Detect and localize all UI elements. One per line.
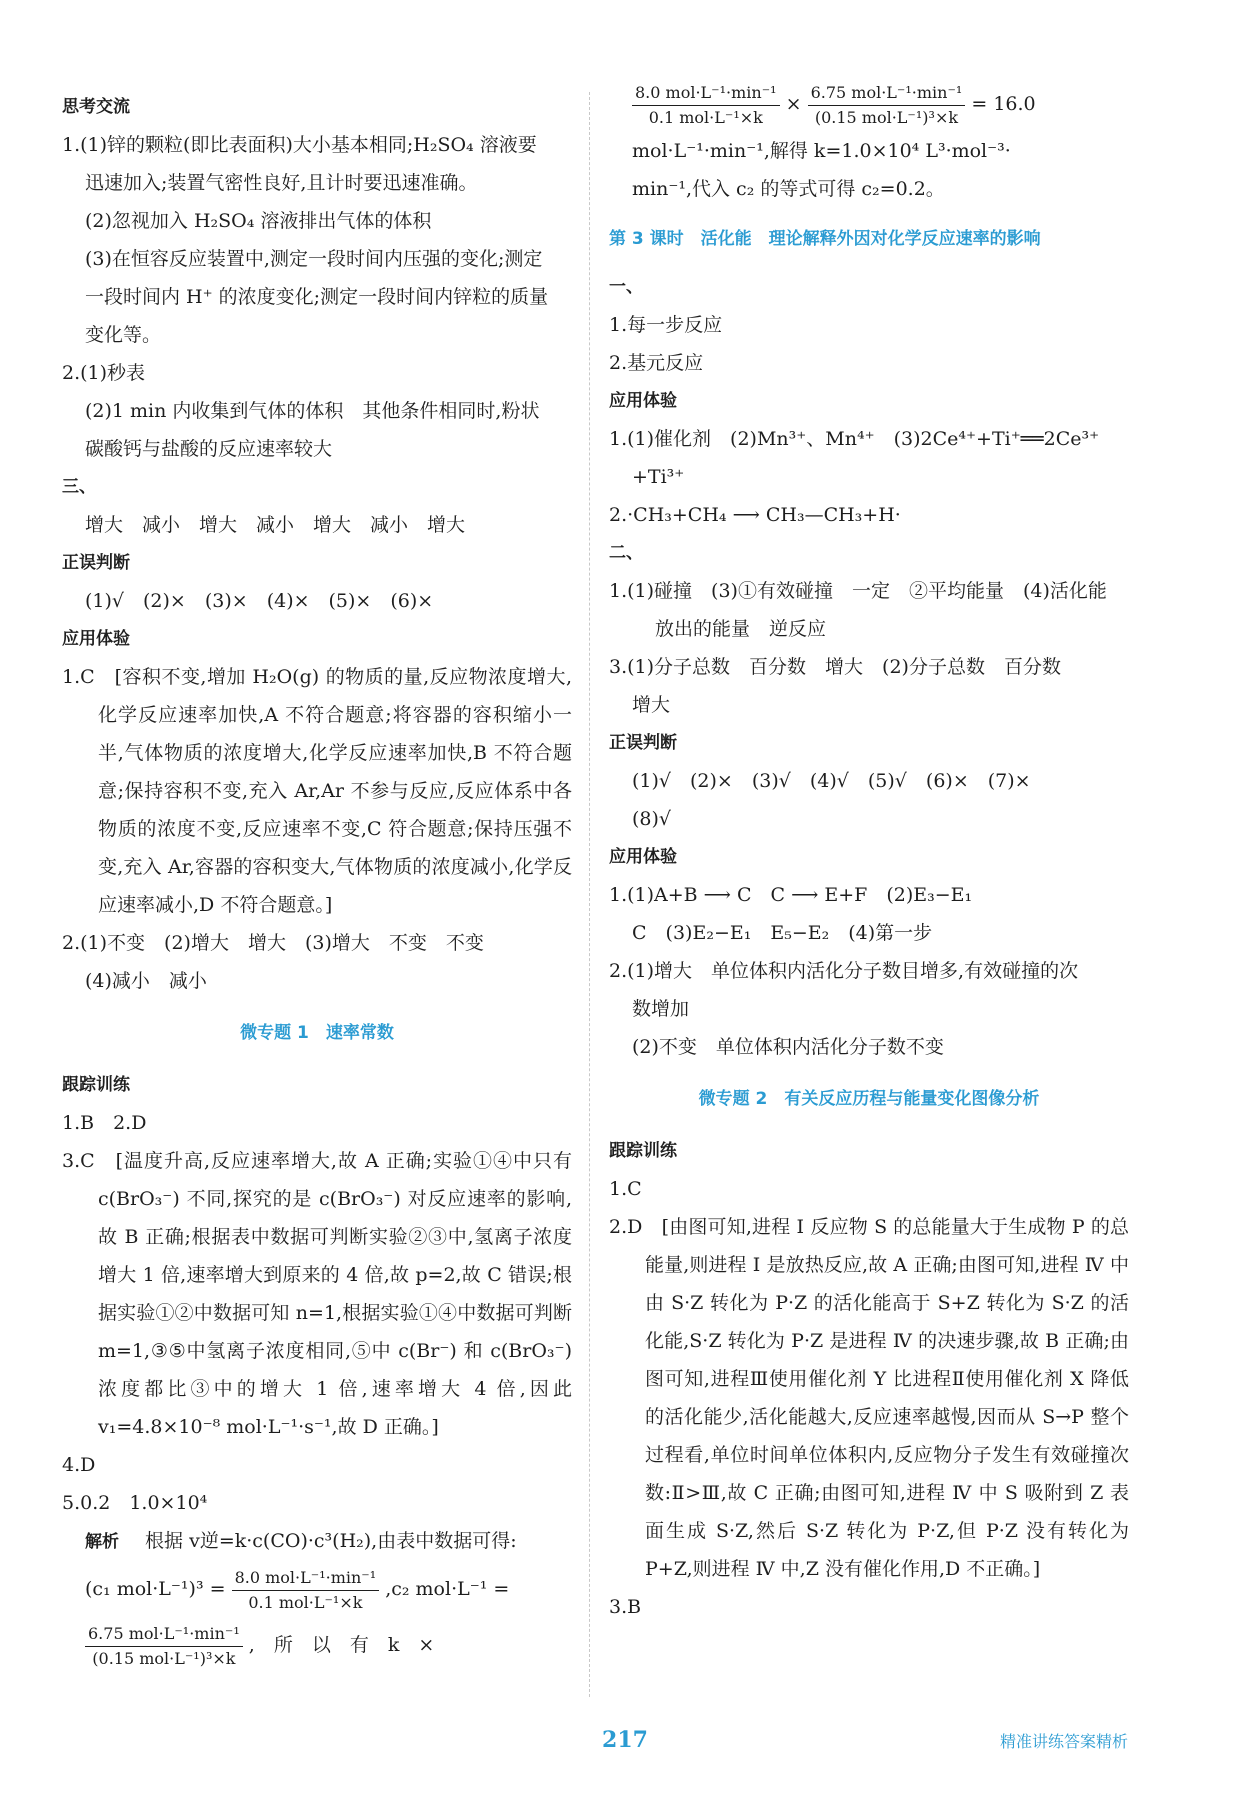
answer-line: 放出的能量 逆反应 [655, 618, 827, 640]
answer-line: (3)在恒容反应装置中,测定一段时间内压强的变化;测定 [85, 248, 543, 270]
heading-zhengwu-panduan: 正误判断 [609, 733, 677, 753]
topic-heading-1: 微专题 1 速率常数 [240, 1023, 394, 1043]
page-number: 217 [602, 1727, 648, 1753]
answer-line: 3.B [609, 1596, 642, 1618]
right-column [609, 82, 1129, 1626]
fraction-numerator: 6.75 mol·L⁻¹·min⁻¹ [85, 1622, 243, 1647]
fraction-numerator: 8.0 mol·L⁻¹·min⁻¹ [232, 1566, 380, 1591]
left-column [62, 88, 572, 1673]
formula-row [609, 76, 1129, 132]
analysis-text: 根据 v逆=k·c(CO)·c³(H₂),由表中数据可得: [145, 1530, 517, 1552]
answer-line: 数增加 [632, 998, 690, 1020]
answer-line: (1)√ (2)× (3)× (4)× (5)× (6)× [85, 590, 434, 612]
footer-caption: 精准讲练答案精析 [999, 1732, 1128, 1751]
formula-suffix: ,c₂ mol·L⁻¹ = [385, 1578, 510, 1600]
answer-line: 5.0.2 1.0×10⁴ [62, 1492, 208, 1514]
answer-line: 3.(1)分子总数 百分数 增大 (2)分子总数 百分数 [609, 656, 1061, 678]
answer-line: 1.(1)催化剂 (2)Mn³⁺、Mn⁴⁺ (3)2Ce⁴⁺+Ti⁺══2Ce³⁺ [609, 428, 1100, 450]
answer-line: (4)减小 减小 [85, 970, 207, 992]
column-divider [589, 92, 590, 1697]
fraction-denominator: (0.15 mol·L⁻¹)³×k [92, 1648, 236, 1668]
formula-suffix: = 16.0 [971, 93, 1036, 115]
answer-line: 2.(1)不变 (2)增大 增大 (3)增大 不变 不变 [62, 932, 484, 954]
heading-sikao-jiaoliu: 思考交流 [62, 97, 130, 117]
answer-line: 1.(1)A+B ⟶ C C ⟶ E+F (2)E₃−E₁ [609, 884, 973, 906]
answer-line: 增大 [632, 694, 671, 716]
answer-line: 1.C [609, 1178, 642, 1200]
answer-line: +Ti³⁺ [632, 466, 685, 488]
section-number-san: 三、 [62, 477, 96, 497]
heading-yingyong-tiyan: 应用体验 [609, 391, 677, 411]
lesson-heading: 第 3 课时 活化能 理论解释外因对化学反应速率的影响 [609, 229, 1041, 249]
fraction-numerator: 6.75 mol·L⁻¹·min⁻¹ [808, 81, 966, 106]
answer-line: (1)√ (2)× (3)√ (4)√ (5)√ (6)× (7)× [632, 770, 1031, 792]
heading-zhengwu-panduan: 正误判断 [62, 553, 130, 573]
answer-paragraph: 3.C [温度升高,反应速率增大,故 A 正确;实验①④中只有 c(BrO₃⁻) 不同,探究的是 c(BrO₃⁻) 对反应速率的影响,故 B 正确;根据表中数据可判断实验②③中,氢离子浓度增大 1 倍,速率增大到原来的 4 倍,故 p=2,故 C 错误;根据实验①②中数据可知 n=1,根据实验①④中数据可判断 m=1,③⑤中氢离子浓度相同,⑤中 c(Br⁻) 和 c(BrO₃⁻) 浓度都比③中的增大 1 倍,速率增大 4 倍,因此 v₁=4.8×10⁻⁸ mol·L⁻¹·s⁻¹,故 D 正确。] [62, 1150, 572, 1438]
answer-line: (8)√ [632, 808, 672, 830]
answer-line: 迅速加入;装置气密性良好,且计时要迅速准确。 [85, 172, 478, 194]
formula-row [62, 1617, 572, 1673]
answer-line: (2)1 min 内收集到气体的体积 其他条件相同时,粉状 [85, 400, 540, 422]
answer-line: 1.B 2.D [62, 1112, 147, 1134]
answer-line: 一段时间内 H⁺ 的浓度变化;测定一段时间内锌粒的质量 [85, 286, 549, 308]
fraction-denominator: 0.1 mol·L⁻¹×k [648, 107, 763, 127]
fraction [632, 81, 780, 130]
formula-prefix: (c₁ mol·L⁻¹)³ = [85, 1578, 226, 1600]
answer-line: 2.(1)秒表 [62, 362, 146, 384]
answer-line: (2)忽视加入 H₂SO₄ 溶液排出气体的体积 [85, 210, 432, 232]
formula-suffix: , 所 以 有 k × [248, 1634, 435, 1656]
answer-line: 2.·CH₃+CH₄ ⟶ CH₃—CH₃+H· [609, 504, 901, 526]
answer-line: 变化等。 [85, 324, 162, 346]
heading-genzong-xunlian: 跟踪训练 [62, 1075, 130, 1095]
fraction [808, 81, 966, 130]
fraction-denominator: 0.1 mol·L⁻¹×k [248, 1592, 363, 1612]
answer-line: 2.(1)增大 单位体积内活化分子数目增多,有效碰撞的次 [609, 960, 1079, 982]
answer-line: 2.基元反应 [609, 352, 704, 374]
answer-line: 1.(1)碰撞 (3)①有效碰撞 一定 ②平均能量 (4)活化能 [609, 580, 1107, 602]
multiply-sign: × [785, 93, 802, 115]
answer-line: 增大 减小 增大 减小 增大 减小 增大 [85, 514, 466, 536]
answer-paragraph: 1.C [容积不变,增加 H₂O(g) 的物质的量,反应物浓度增大,化学反应速率加快,A 不符合题意;将容器的容积缩小一半,气体物质的浓度增大,化学反应速率加快,B 不符合题意;保持容积不变,充入 Ar,Ar 不参与反应,反应体系中各物质的浓度不变,反应速率不变,C 符合题意;保持压强不变,充入 Ar,容器的容积变大,气体物质的浓度减小,化学反应速率减小,D 不符合题意。] [62, 666, 572, 916]
section-number-er: 二、 [609, 543, 643, 563]
answer-line: 1.(1)锌的颗粒(即比表面积)大小基本相同;H₂SO₄ 溶液要 [62, 134, 537, 156]
fraction-denominator: (0.15 mol·L⁻¹)³×k [814, 107, 959, 127]
answer-line: mol·L⁻¹·min⁻¹,解得 k=1.0×10⁴ L³·mol⁻³· [632, 140, 1011, 162]
answer-line: min⁻¹,代入 c₂ 的等式可得 c₂=0.2。 [632, 178, 945, 200]
answer-paragraph: 2.D [由图可知,进程 Ⅰ 反应物 S 的总能量大于生成物 P 的总能量,则进程 Ⅰ 是放热反应,故 A 正确;由图可知,进程 Ⅳ 中由 S·Z 转化为 P·Z 的活化能高于 S+Z 转化为 S·Z 的活化能,S·Z 转化为 P·Z 是进程 Ⅳ 的决速步骤,故 B 正确;由图可知,进程Ⅲ使用催化剂 Y 比进程Ⅱ使用催化剂 X 降低的活化能少,活化能越大,反应速率越慢,因而从 S→P 整个过程看,单位时间单位体积内,反应物分子发生有效碰撞次数:Ⅱ>Ⅲ,故 C 正确;由图可知,进程 Ⅳ 中 S 吸附到 Z 表面生成 S·Z,然后 S·Z 转化为 P·Z,但 P·Z 没有转化为 P+Z,则进程 Ⅳ 中,Z 没有催化作用,D 不正确。] [609, 1216, 1129, 1580]
formula-row [62, 1561, 572, 1617]
fraction [85, 1622, 243, 1671]
fraction-numerator: 8.0 mol·L⁻¹·min⁻¹ [632, 81, 780, 106]
answer-line: C (3)E₂−E₁ E₅−E₂ (4)第一步 [632, 922, 933, 944]
analysis-label: 解析 [85, 1532, 119, 1552]
fraction [232, 1566, 380, 1615]
section-number-yi: 一、 [609, 277, 643, 297]
heading-yingyong-tiyan: 应用体验 [62, 629, 130, 649]
heading-yingyong-tiyan: 应用体验 [609, 847, 677, 867]
answer-line: 4.D [62, 1454, 96, 1476]
heading-genzong-xunlian: 跟踪训练 [609, 1141, 677, 1161]
answer-line: (2)不变 单位体积内活化分子数不变 [632, 1036, 944, 1058]
answer-line: 碳酸钙与盐酸的反应速率较大 [85, 438, 333, 460]
topic-heading-2: 微专题 2 有关反应历程与能量变化图像分析 [698, 1089, 1040, 1109]
answer-line: 1.每一步反应 [609, 314, 723, 336]
